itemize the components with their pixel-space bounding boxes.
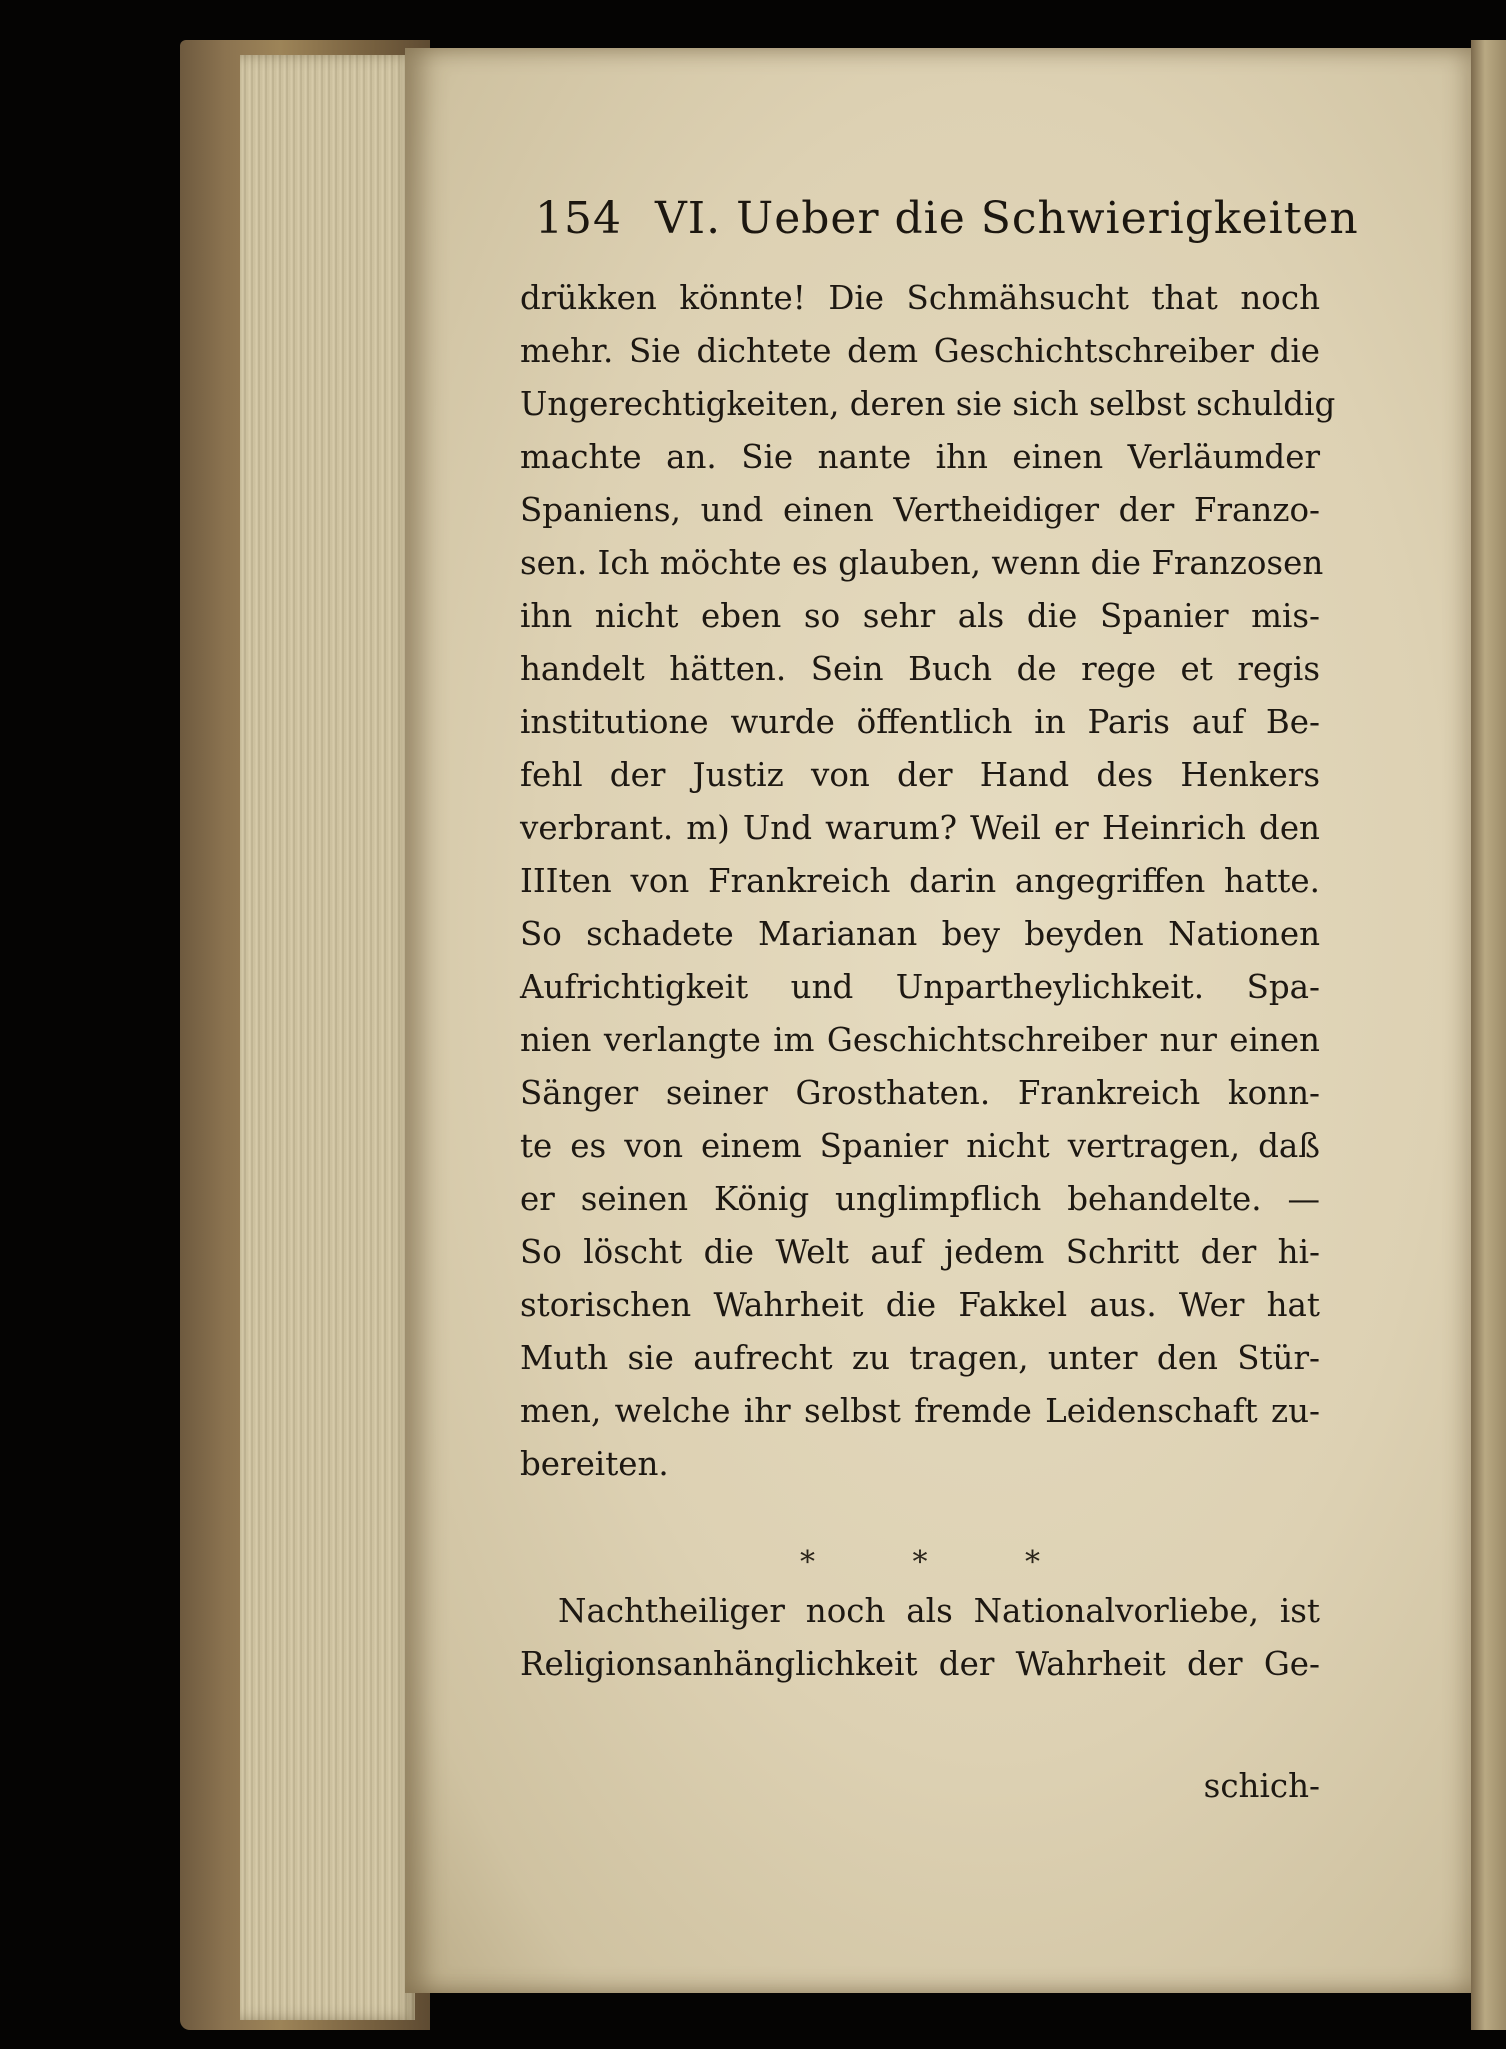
text-line: fehl der Justiz von der Hand des Henkers	[520, 756, 1320, 794]
running-header	[535, 185, 1359, 255]
page-number: 154	[535, 193, 622, 244]
running-title: VI. Ueber die Schwierigkeiten	[655, 193, 1359, 244]
text-line: Spaniens, und einen Vertheidiger der Franzo-	[520, 491, 1320, 529]
text-line: sen. Ich möchte es glauben, wenn die Franzosen	[520, 544, 1324, 582]
text-line: handelt hätten. Sein Buch de rege et regis	[520, 650, 1320, 688]
text-line: Muth sie aufrecht zu tragen, unter den Stür-	[520, 1339, 1320, 1377]
text-line: Ungerechtigkeiten, deren sie sich selbst schuldig	[520, 385, 1336, 423]
asterisk-ornament: *	[1025, 1545, 1040, 1580]
paragraph-2	[520, 1585, 1320, 1691]
text-line: men, welche ihr selbst fremde Leidenschaft zu-	[520, 1392, 1320, 1430]
text-line: bereiten.	[520, 1445, 669, 1483]
text-line: er seinen König unglimpflich behandelte. —	[520, 1180, 1320, 1218]
catchword: schich-	[1203, 1767, 1320, 1805]
text-line: storischen Wahrheit die Fakkel aus. Wer hat	[520, 1286, 1320, 1324]
text-line: institutione wurde öffentlich in Paris auf Be-	[520, 703, 1320, 741]
paragraph-1	[520, 272, 1336, 1491]
text-line: ihn nicht eben so sehr als die Spanier mis-	[520, 597, 1320, 635]
text-line: drükken könnte! Die Schmähsucht that noch	[520, 279, 1320, 317]
text-line: So schadete Marianan bey beyden Nationen	[520, 915, 1320, 953]
asterisk-ornament: *	[800, 1545, 815, 1580]
asterisk-ornament: *	[912, 1545, 928, 1580]
text-line: Religionsanhänglichkeit der Wahrheit der Ge-	[520, 1645, 1320, 1683]
text-line: Sänger seiner Grosthaten. Frankreich konn-	[520, 1074, 1320, 1112]
text-line: nien verlangte im Geschichtschreiber nur einen	[520, 1021, 1320, 1059]
text-line: te es von einem Spanier nicht vertragen, daß	[520, 1127, 1320, 1165]
text-line: So löscht die Welt auf jedem Schritt der hi-	[520, 1233, 1320, 1271]
text-line: Nachtheiliger noch als Nationalvorliebe, ist	[558, 1592, 1320, 1630]
section-separator	[800, 1545, 1040, 1585]
text-line: Aufrichtigkeit und Unpartheylichkeit. Spa-	[520, 968, 1320, 1006]
text-line: IIIten von Frankreich darin angegriffen hatte.	[520, 862, 1320, 900]
text-line: machte an. Sie nante ihn einen Verläumder	[520, 438, 1320, 476]
text-line: verbrant. m) Und warum? Weil er Heinrich den	[520, 809, 1320, 847]
facing-page-gutter	[1471, 40, 1506, 2030]
text-line: mehr. Sie dichtete dem Geschichtschreiber die	[520, 332, 1320, 370]
page-edges	[240, 55, 415, 2020]
